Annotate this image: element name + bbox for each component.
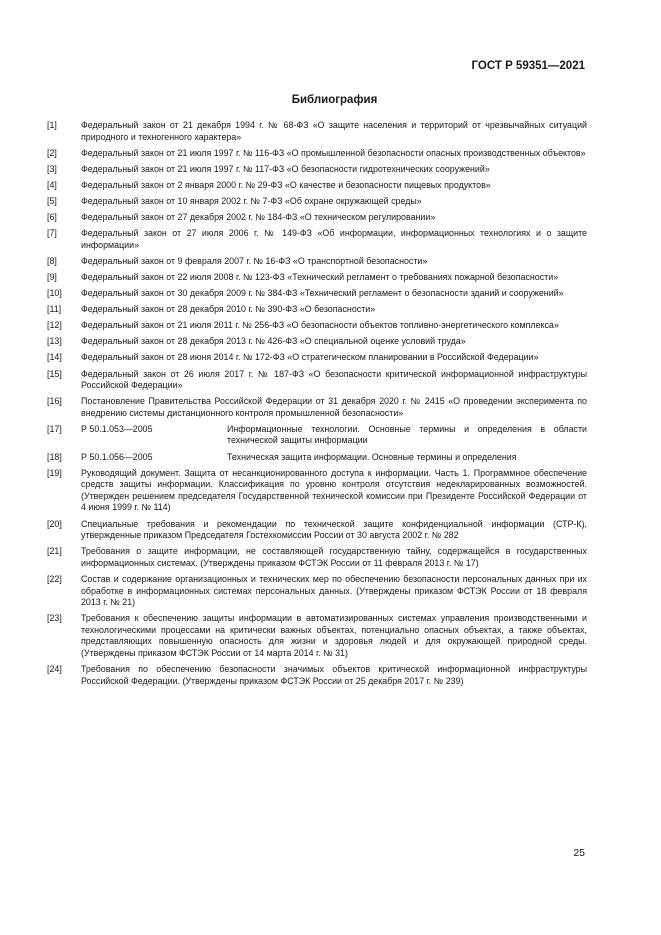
- bibliography-entry: [47, 424, 587, 447]
- standard-title: Техническая защита информации. Основные термины и определения: [227, 451, 517, 462]
- entry-text: Требования к обеспечению защиты информации в автоматизированных системах управления производственными и технологическими процессами на критически важных объектах, потенциально опасных объектах, а также объектах, представляющих повышенную опасность для жизни и здоровья людей и для окружающей природной среды. (Утверждены приказом ФСТЭК России от 14 марта 2014 г. № 31): [81, 613, 587, 658]
- entry-number: [16]: [47, 396, 62, 407]
- entry-text: Состав и содержание организационных и технических мер по обеспечению безопасности персональных данных при их обработке в информационных системах персональных данных. (Утверждены приказом ФСТЭК России от 18 февраля 2013 г. № 21): [81, 573, 587, 608]
- entry-number: [24]: [47, 664, 62, 675]
- entry-number: [3]: [47, 163, 57, 174]
- section-title: Библиография: [291, 94, 378, 106]
- entry-number: [8]: [47, 255, 57, 266]
- entry-number: [20]: [47, 518, 62, 529]
- entry-number: [11]: [47, 304, 62, 315]
- entry-text: Федеральный закон от 28 декабря 2010 г. № 390-ФЗ «О безопасности»: [81, 304, 376, 315]
- entry-number: [4]: [47, 179, 57, 190]
- entry-number: [2]: [47, 147, 57, 158]
- entry-text: Федеральный закон от 27 декабря 2002 г. № 184-ФЗ «О техническом регулировании»: [81, 212, 436, 223]
- entry-text: Постановление Правительства Российской Федерации от 31 декабря 2020 г. № 2415 «О проведении эксперимента по внедрению системы дистанционного контроля промышленной безопасности»: [81, 396, 587, 418]
- bibliography-entry: [47, 288, 587, 300]
- bibliography-entry: [47, 468, 587, 514]
- entry-text: Федеральный закон от 30 декабря 2009 г. № 384-ФЗ «Технический регламент о безопасности зданий и сооружений»: [81, 288, 564, 299]
- entry-text: Федеральный закон от 28 июня 2014 г. № 172-ФЗ «О стратегическом планировании в Российской Федерации»: [81, 352, 539, 363]
- bibliography-entry: [47, 664, 587, 687]
- entry-text: Руководящий документ. Защита от несанкционированного доступа к информации. Часть 1. Программное обеспечение средств защиты информации. Классификация по уровню контроля отсутствия недекларированных возможностей. (Утвержден решением председателя Государственной технической комиссии при Президенте Российской Федерации от 4 июня 1999 г. № 114): [81, 467, 587, 513]
- entry-number: [19]: [47, 467, 62, 478]
- entry-text: Требования о защите информации, не составляющей государственную тайну, содержащейся в государственных информационных системах. (Утверждены приказом ФСТЭК России от 11 февраля 2013 г. № 17): [81, 546, 587, 568]
- page-number: 25: [573, 847, 585, 859]
- entry-text: Требования по обеспечению безопасности значимых объектов критической информационной инфраструктуры Российской Федерации. (Утверждены приказом ФСТЭК России от 25 декабря 2017 г. № 239): [81, 664, 587, 686]
- bibliography-entry: [47, 352, 587, 364]
- entry-number: [23]: [47, 613, 62, 624]
- entry-number: [1]: [47, 120, 57, 130]
- bibliography-entry: [47, 120, 587, 143]
- bibliography-entry: [47, 336, 587, 348]
- entry-number: [17]: [47, 423, 62, 434]
- standard-reference: [81, 452, 587, 464]
- entry-number: [14]: [47, 352, 62, 363]
- entry-text: Федеральный закон от 21 июля 1997 г. № 117-ФЗ «О безопасности гидротехнических сооружений»: [81, 163, 490, 174]
- entry-number: [18]: [47, 451, 62, 462]
- bibliography-entry: [47, 304, 587, 316]
- bibliography-entry: [47, 180, 587, 192]
- bibliography-entry: [47, 452, 587, 464]
- standard-reference: [81, 424, 587, 447]
- bibliography-entry: [47, 574, 587, 609]
- bibliography-entry: [47, 369, 587, 392]
- entry-number: [5]: [47, 195, 57, 206]
- entry-text: Федеральный закон от 21 июля 2011 г. № 256-ФЗ «О безопасности объектов топливно-энергетического комплекса»: [81, 320, 559, 331]
- entry-text: Федеральный закон от 27 июля 2006 г. № 149-ФЗ «Об информации, информационных технологиях и о защите информации»: [81, 228, 587, 250]
- bibliography-entry: [47, 164, 587, 176]
- entry-number: [13]: [47, 336, 62, 347]
- bibliography-entry: [47, 196, 587, 208]
- entry-number: [7]: [47, 228, 57, 239]
- bibliography-entry: [47, 148, 587, 160]
- document-code: ГОСТ Р 59351—2021: [471, 60, 585, 72]
- entry-number: [10]: [47, 288, 62, 299]
- standard-code: Р 50.1.053—2005: [81, 423, 153, 434]
- entry-number: [6]: [47, 212, 57, 223]
- entry-text: Федеральный закон от 28 декабря 2013 г. № 426-ФЗ «О специальной оценке условий труда»: [81, 336, 466, 347]
- entry-number: [9]: [47, 271, 57, 282]
- bibliography-entry: [47, 228, 587, 251]
- entry-text: Федеральный закон от 10 января 2002 г. № 7-ФЗ «Об охране окружающей среды»: [81, 195, 422, 206]
- entry-number: [21]: [47, 546, 62, 557]
- entry-text: Федеральный закон от 2 января 2000 г. № 29-ФЗ «О качестве и безопасности пищевых продуктов»: [81, 179, 491, 190]
- entry-text: Федеральный закон от 26 июля 2017 г. № 187-ФЗ «О безопасности критической информационной инфраструктуры Российской Федерации»: [81, 368, 587, 391]
- entry-number: [15]: [47, 368, 62, 379]
- standard-title: Информационные технологии. Основные термины и определения в области технической защиты информации: [227, 423, 587, 446]
- bibliography-list: [47, 120, 587, 692]
- entry-number: [22]: [47, 573, 62, 584]
- bibliography-entry: [47, 613, 587, 659]
- bibliography-entry: [47, 272, 587, 284]
- entry-text: Федеральный закон от 9 февраля 2007 г. № 16-ФЗ «О транспортной безопасности»: [81, 255, 428, 266]
- entry-text: Специальные требования и рекомендации по технической защите конфиденциальной информации (СТР-К), утвержденные приказом Председателя Гостехкомиссии России от 30 августа 2002 г. № 282: [81, 518, 587, 541]
- bibliography-entry: [47, 546, 587, 569]
- entry-text: Федеральный закон от 22 июля 2008 г. № 123-ФЗ «Технический регламент о требованиях пожарной безопасности»: [81, 271, 559, 282]
- bibliography-entry: [47, 519, 587, 542]
- entry-text: Федеральный закон от 21 декабря 1994 г. № 68-ФЗ «О защите населения и территорий от чрезвычайных ситуаций природного и техногенного характера»: [81, 120, 587, 142]
- entry-text: Федеральный закон от 21 июля 1997 г. № 116-ФЗ «О промышленной безопасности опасных производственных объектов»: [81, 147, 586, 158]
- bibliography-entry: [47, 396, 587, 419]
- entry-number: [12]: [47, 320, 62, 331]
- standard-code: Р 50.1.056—2005: [81, 451, 153, 462]
- bibliography-entry: [47, 212, 587, 224]
- bibliography-entry: [47, 320, 587, 332]
- bibliography-entry: [47, 256, 587, 268]
